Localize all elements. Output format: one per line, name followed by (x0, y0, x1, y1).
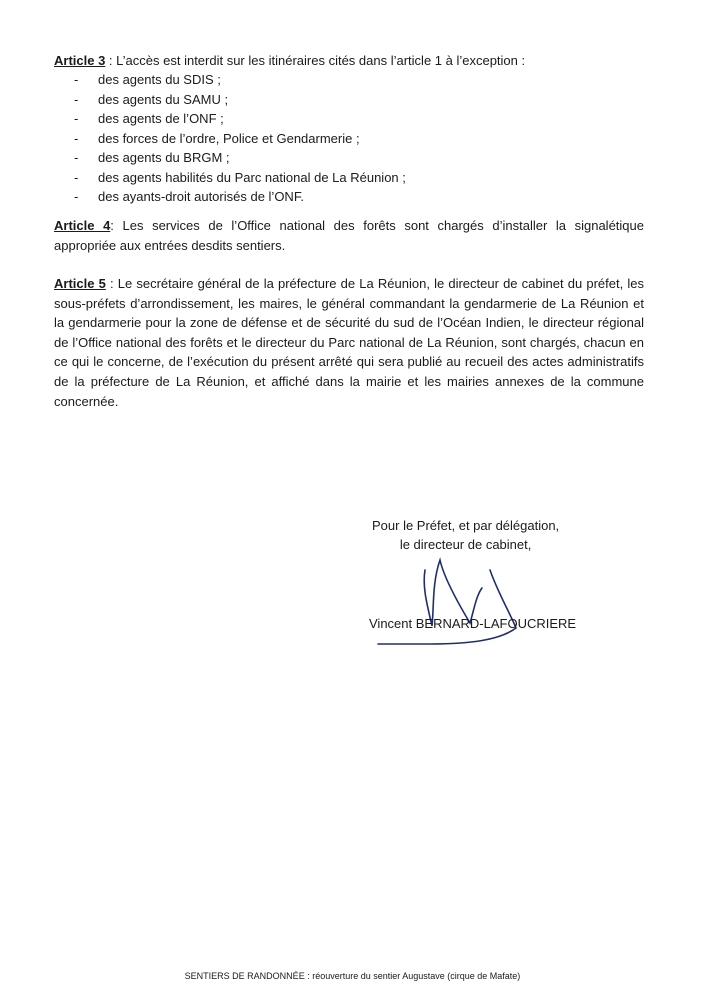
list-item: - des agents de l’ONF ; (74, 111, 224, 126)
signatory-name: Vincent BERNARD-LAFOUCRIERE (369, 616, 577, 631)
article-4-title: Article 4 (54, 218, 111, 233)
article-4-paragraph (54, 216, 644, 255)
list-item: - des agents du SDIS ; (74, 72, 221, 87)
exception-list (74, 70, 406, 207)
page-footer: SENTIERS DE RANDONNÉE : réouverture du sentier Augustave (cirque de Mafate) (184, 971, 521, 981)
article-3-intro: : L’accès est interdit sur les itinéraires cités dans l’article 1 à l’exception : (105, 53, 526, 68)
director-line: le directeur de cabinet, (399, 537, 532, 552)
delegation-line: Pour le Préfet, et par délégation, (372, 518, 560, 533)
article-5-title: Article 5 (54, 276, 106, 291)
article-3-title: Article 3 (54, 53, 106, 68)
article-5-paragraph (54, 274, 644, 411)
list-item: - des agents du SAMU ; (74, 91, 229, 107)
list-item: - des agents habilités du Parc national de La Réunion ; (74, 169, 406, 185)
list-item: - des ayants-droit autorisés de l’ONF. (74, 189, 304, 204)
list-item: - des forces de l’ordre, Police et Gendarmerie ; (74, 130, 360, 146)
article-4-text: : Les services de l’Office national des forêts sont chargés d’installer la signalétique appropriée aux entrées desdits sentiers. (54, 218, 644, 253)
article-5-text: : Le secrétaire général de la préfecture de La Réunion, le directeur de cabinet du préfet, les sous-préfets d’arrondissement, les maires, le général commandant la gendarmerie de La Réunion et la gendarmerie pour la zone de défense et de sécurité du sud de l’Océan Indien, le directeur régional de l’Office national des forêts et le directeur du Parc national de La Réunion, sont chargés, chacun en ce qui le concerne, de l’exécution du présent arrêté qui sera publié au recueil des actes administratifs de la préfecture de La Réunion, et affiché dans la mairie et les mairies annexes de la commune concernée. (54, 276, 644, 409)
list-item: - des agents du BRGM ; (74, 150, 230, 165)
article-3-heading (54, 51, 525, 70)
handwritten-signature (370, 548, 540, 658)
